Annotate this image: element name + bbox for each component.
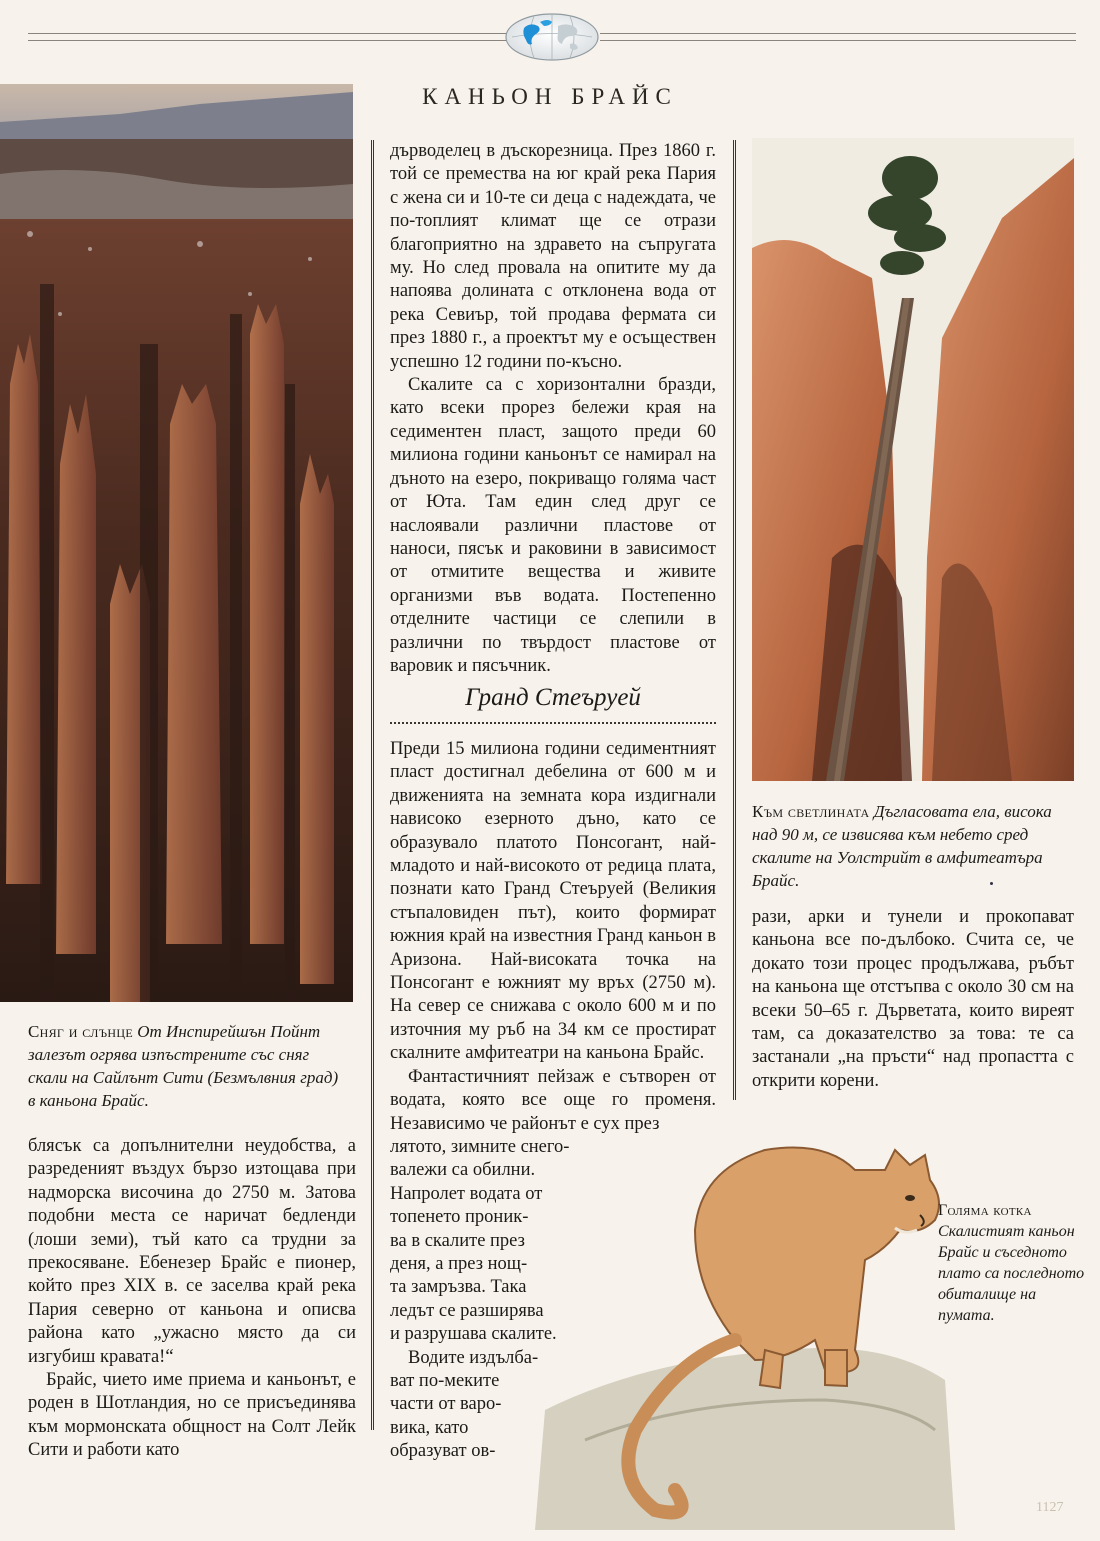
paragraph: дърводелец в дъскорезница. През 1860 г. той се премества на юг край река Пария с жена си и 10-те си деца с надеждата, че по-топлият климат ще се отрази благоприятно на здравето на съпругата му. Но след провала на опитите му да напоява долината с отклонена вода от река Севиър, той продава фермата си през 1880 г., а проектът му е осъществен успешно 12 години по-късно. bbox=[390, 141, 716, 372]
paragraph: Преди 15 милиона години седиментният пласт достигнал дебелина от 600 м и движенията на земната кора издигнали нависоко езерното дъно, като се образувало платото Понсогант, най-младото и най-високото от редица плата, познати като Гранд Стеъруей (Великия стъпаловиден път), които формират южния край на известния Гранд каньон в Аризона. Най-високата точка на Понсогант е южният му връх (2750 м). На север се снижава с около 600 м и по източния му ръб на 34 км се простират скалните амфитеатри на каньона Брайс. bbox=[390, 739, 716, 1064]
paragraph: рази, арки и тунели и прокопават каньона все по-дълбоко. Счита се, че докато този процес продължава, ръбът на каньона ще отстъпва с около 30 см на всеки 50–65 г. Дърветата, които виреят там, са доказателство за това: те са застанали „на пръсти“ над пропастта с открити корени. bbox=[752, 907, 1074, 1091]
caption-head: Сняг и слънце bbox=[28, 1022, 133, 1041]
header-rule-left bbox=[28, 33, 506, 41]
caption-snow-and-sun bbox=[28, 1020, 346, 1112]
text-line: ват по-меките bbox=[390, 1371, 500, 1392]
text-line: та замръзва. Така bbox=[390, 1277, 527, 1298]
text-line: ва в скалите през bbox=[390, 1230, 525, 1251]
text-line: образуват ов- bbox=[390, 1441, 496, 1462]
caption-toward-light bbox=[752, 800, 1074, 892]
text-line: деня, а през нощ- bbox=[390, 1254, 528, 1275]
caption-head: Към светлината bbox=[752, 802, 870, 821]
globe-map-icon bbox=[504, 12, 600, 62]
text-line: и разрушава скалите. bbox=[390, 1324, 557, 1345]
paragraph: блясък са допълнителни неудобства, а разреденият въздух бързо изтощава при надморска височина до 2750 м. Затова подобни места се наричат бедленди (лоши земи), тъй като са трудни за прекосяване. Ебенезер Брайс е пионер, който през XIX в. се заселва край река Пария северно от каньона и описва района като „ужасно място да си изгубиш кравата!“ bbox=[28, 1136, 356, 1367]
text-line: топенето проник- bbox=[390, 1207, 529, 1228]
column-divider bbox=[733, 140, 736, 1100]
column-2-bottom-text bbox=[390, 738, 716, 1136]
text-line: части от варо- bbox=[390, 1394, 502, 1415]
paragraph: Брайс, чието име приема и каньонът, е роден в Шотландия, но се присъединява към мормонската общност на Солт Лейк Сити и работи като bbox=[28, 1370, 356, 1461]
header-rule-right bbox=[600, 33, 1076, 41]
column-divider bbox=[371, 140, 374, 1430]
caption-big-cat bbox=[938, 1200, 1088, 1326]
column-1-text bbox=[28, 1135, 356, 1463]
caption-body: Дъгласовата ела, висока над 90 м, се извисява към небето сред скалите на Уолстрийт в амфитеатъра Брайс. bbox=[752, 802, 1052, 890]
fir-tree-canyon-photo bbox=[752, 138, 1074, 781]
caption-body: Скалистият каньон Брайс и съседното плато са последното обиталище на пумата. bbox=[938, 1223, 1085, 1324]
chapter-title: КАНЬОН БРАЙС bbox=[422, 84, 678, 109]
text-line: ледът се разширява bbox=[390, 1300, 544, 1321]
text-line: валежи са обилни. bbox=[390, 1160, 536, 1181]
cougar-illustration bbox=[525, 1110, 965, 1530]
paragraph: Скалите са с хоризонтални бразди, като всеки прорез бележи края на седиментен пласт, защото преди 60 милиона години каньонът се намирал на дъното на езеро, покриващо голяма част от Юта. Там един след друг се наслоявали различни пластове от наноси, пясък и раковини в зависимост от отмитите вещества и живите организми във водата. Постепенно отделните частици се слепили в различни по твърдост пластове от варовик и пясъчник. bbox=[390, 375, 716, 676]
canyon-landscape-photo bbox=[0, 84, 353, 1002]
caption-body: От Инспирейшън Пойнт залезът огрява изпъстрените със сняг скали на Сайлънт Сити (Безмълвния град) в каньона Брайс. bbox=[28, 1022, 339, 1110]
dotted-divider bbox=[390, 722, 716, 724]
text-line: лятото, зимните снего- bbox=[390, 1137, 570, 1157]
section-heading: Гранд Стеъруей bbox=[465, 684, 641, 711]
paragraph: Фантастичният пейзаж е сътворен от водата, която все още го променя. Независимо че районът е сух през bbox=[390, 1066, 716, 1134]
column-3-text bbox=[752, 906, 1074, 1093]
column-2-top-text bbox=[390, 140, 716, 678]
text-line: вика, като bbox=[390, 1417, 469, 1438]
caption-head: Голяма котка bbox=[938, 1202, 1032, 1219]
decorative-dot bbox=[990, 882, 993, 885]
text-line: Напролет водата от bbox=[390, 1183, 543, 1204]
text-line: Водите издълба- bbox=[408, 1347, 539, 1368]
page-number: 1127 bbox=[1036, 1500, 1064, 1515]
